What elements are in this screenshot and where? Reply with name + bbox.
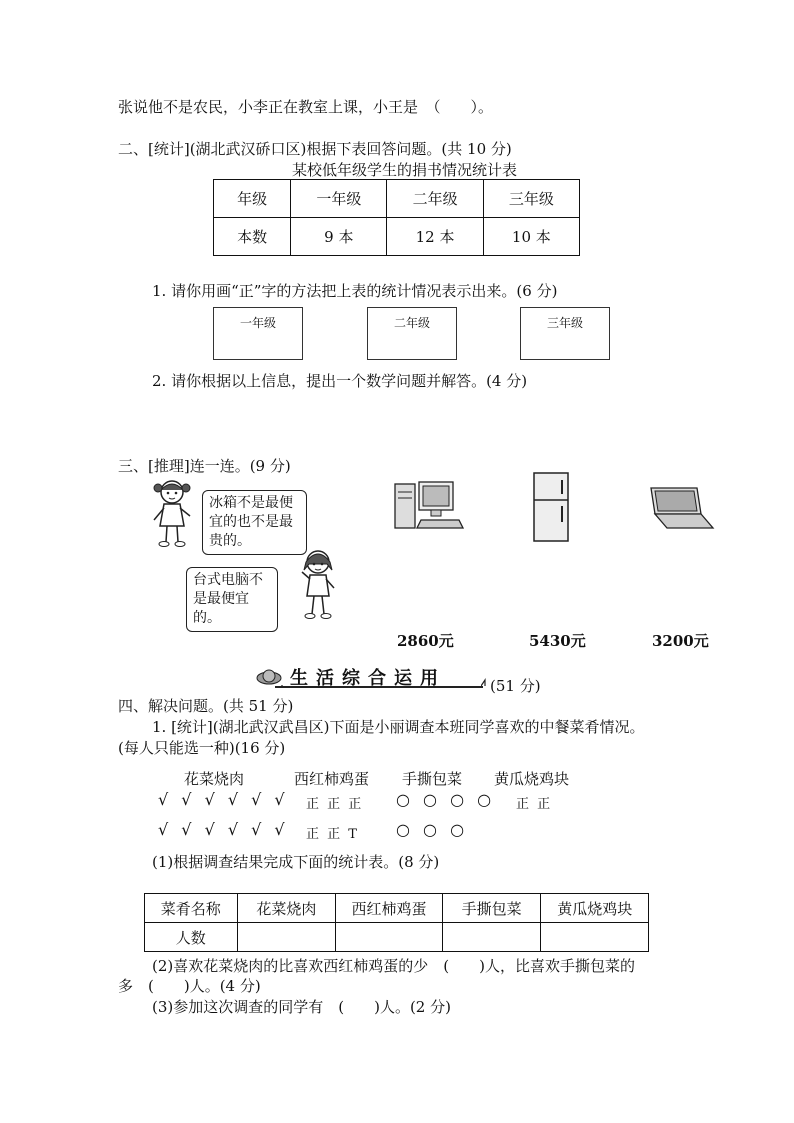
table-header-cell: 手撕包菜 — [442, 894, 541, 923]
dish-label: 西红柿鸡蛋 — [294, 770, 370, 788]
refrigerator-icon[interactable] — [531, 470, 571, 544]
tally-marks: 正 正 T — [306, 827, 359, 842]
question-tail-text: 张说他不是农民，小李正在教室上课，小王是 （ ）。 — [118, 98, 494, 116]
answer-cell[interactable] — [442, 923, 541, 952]
answer-box-grade-3[interactable] — [520, 307, 610, 360]
tally-marks: 正 正 正 — [306, 797, 364, 812]
table-title: 某校低年级学生的捐书情况统计表 — [292, 161, 518, 179]
sub-question-2: (2)喜欢花菜烧肉的比喜欢西红柿鸡蛋的少 ( )人，比喜欢手撕包菜的 — [152, 957, 635, 975]
banner-score: (51 分) — [490, 677, 541, 695]
price-label: 2860元 — [397, 632, 454, 650]
banner-title: 生活综合运用 — [290, 668, 446, 689]
table-header-cell: 年级 — [214, 180, 291, 218]
answer-cell[interactable] — [336, 923, 443, 952]
table-header-cell: 一年级 — [291, 180, 387, 218]
table-header-cell: 三年级 — [483, 180, 579, 218]
sub-question-2-cont: 多 ( )人。(4 分) — [118, 977, 261, 995]
table-header-cell: 二年级 — [387, 180, 483, 218]
tally-marks: ○ ○ ○ — [396, 820, 469, 839]
tally-marks: √ √ √ √ √ √ — [158, 820, 289, 839]
table-cell: 10 本 — [483, 218, 579, 256]
speech-bubble-2: 台式电脑不是最便宜的。 — [186, 567, 278, 632]
dish-label: 黄瓜烧鸡块 — [494, 770, 570, 788]
table-header-cell: 西红柿鸡蛋 — [336, 894, 443, 923]
tally-marks: 正 正 — [516, 797, 553, 812]
table-cell: 12 本 — [387, 218, 483, 256]
table-header-cell: 菜肴名称 — [145, 894, 238, 923]
section-2-heading: 二、[统计](湖北武汉硚口区)根据下表回答问题。(共 10 分) — [118, 140, 512, 158]
sub-question-3: (3)参加这次调查的同学有 ( )人。(2 分) — [152, 998, 451, 1016]
sub-question-1: (1)根据调查结果完成下面的统计表。(8 分) — [152, 853, 440, 871]
table-header-cell: 黄瓜烧鸡块 — [541, 894, 649, 923]
answer-cell[interactable] — [237, 923, 336, 952]
section-4-question-1: 1. [统计](湖北武汉武昌区)下面是小丽调查本班同学喜欢的中餐菜肴情况。 — [152, 718, 645, 736]
laptop-icon[interactable] — [641, 484, 715, 532]
table-header-cell: 花菜烧肉 — [237, 894, 336, 923]
girl-figure-icon — [148, 476, 196, 550]
answer-box-grade-2[interactable] — [367, 307, 457, 360]
dish-label: 花菜烧肉 — [184, 770, 245, 788]
table-cell: 本数 — [214, 218, 291, 256]
section-4-heading: 四、解决问题。(共 51 分) — [118, 697, 294, 715]
table-cell: 9 本 — [291, 218, 387, 256]
tally-marks: √ √ √ √ √ √ — [158, 790, 289, 809]
desktop-computer-icon[interactable] — [393, 480, 465, 532]
section-2-question-2: 2. 请你根据以上信息，提出一个数学问题并解答。(4 分) — [152, 372, 528, 390]
price-label: 5430元 — [529, 632, 586, 650]
dish-label: 手撕包菜 — [402, 770, 463, 788]
tally-marks: ○ ○ ○ ○ — [396, 790, 496, 809]
section-2-question-1: 1. 请你用画“正”字的方法把上表的统计情况表示出来。(6 分) — [152, 282, 558, 300]
section-3-heading: 三、[推理]连一连。(9 分) — [118, 457, 291, 475]
dish-survey-table — [144, 893, 649, 952]
answer-box-label: 三年级 — [546, 316, 583, 330]
answer-box-label: 一年级 — [239, 316, 276, 330]
donation-table — [213, 179, 580, 256]
section-4-question-1-note: (每人只能选一种)(16 分) — [118, 739, 286, 757]
price-label: 3200元 — [652, 632, 709, 650]
table-row-label: 人数 — [145, 923, 238, 952]
answer-box-grade-1[interactable] — [213, 307, 303, 360]
answer-box-label: 二年级 — [393, 316, 430, 330]
speech-bubble-1: 冰箱不是最便宜的也不是最贵的。 — [202, 490, 307, 555]
girl-figure-icon — [294, 546, 342, 622]
answer-cell[interactable] — [541, 923, 649, 952]
